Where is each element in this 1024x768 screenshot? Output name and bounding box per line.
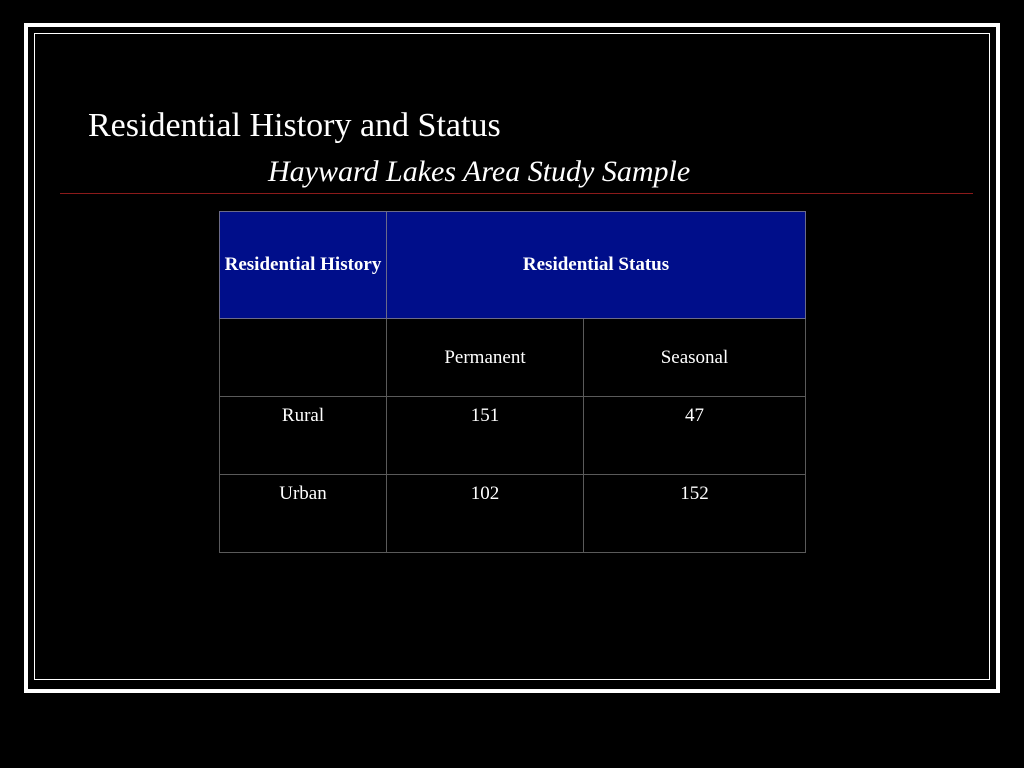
- subheader-empty: [220, 319, 387, 397]
- header-residential-status: Residential Status: [387, 212, 806, 319]
- title-divider: [60, 193, 973, 194]
- subheader-seasonal: Seasonal: [584, 319, 806, 397]
- row-label: Urban: [220, 475, 387, 553]
- cell-permanent: 102: [387, 475, 584, 553]
- row-label: Rural: [220, 397, 387, 475]
- subheader-permanent: Permanent: [387, 319, 584, 397]
- cell-seasonal: 47: [584, 397, 806, 475]
- table-row: [220, 475, 806, 553]
- table-row: [220, 397, 806, 475]
- residential-table: [219, 211, 806, 553]
- table-subheader-row: [220, 319, 806, 397]
- slide-subtitle: Hayward Lakes Area Study Sample: [268, 155, 691, 188]
- header-residential-history: Residential History: [220, 212, 387, 319]
- cell-seasonal: 152: [584, 475, 806, 553]
- table-header-row: [220, 212, 806, 319]
- cell-permanent: 151: [387, 397, 584, 475]
- slide-title: Residential History and Status: [88, 107, 501, 144]
